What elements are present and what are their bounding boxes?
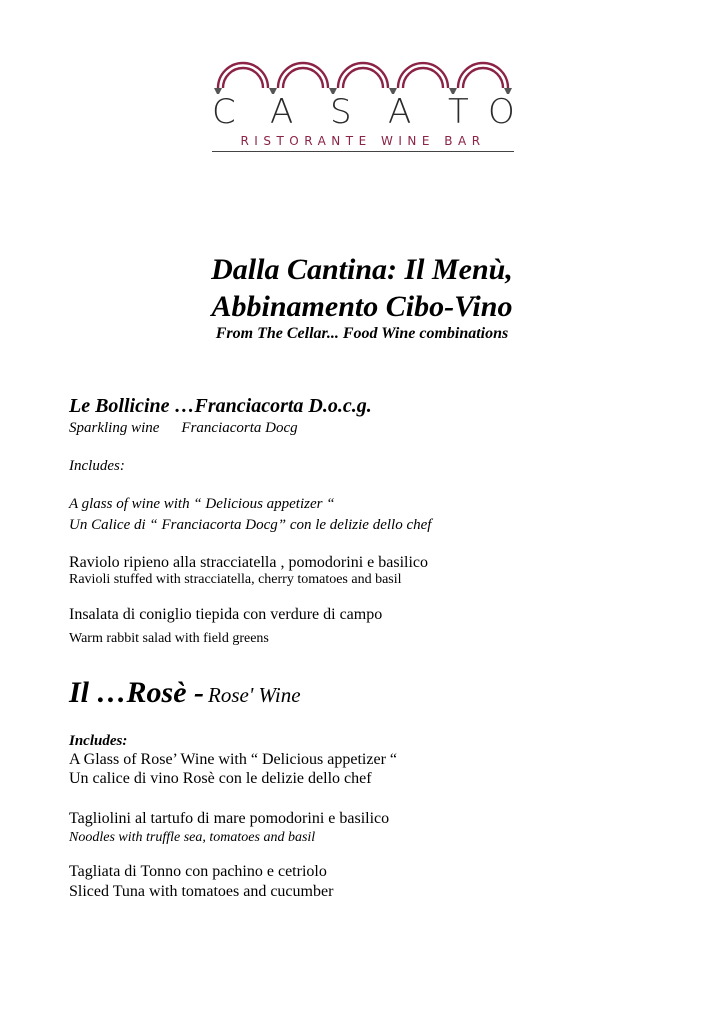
logo-letter: T [448,92,469,132]
dish-it: Insalata di coniglio tiepida con verdure di campo [69,606,383,623]
dish-it: Tagliolini al tartufo di mare pomodorini e basilico [69,810,390,827]
logo-letter: O [488,92,515,132]
logo-letter: S [330,92,352,132]
section-subheading [69,420,298,437]
dish-en: Warm rabbit salad with field greens [69,631,269,646]
dish-en: Ravioli stuffed with stracciatella, cherry tomatoes and basil [69,572,402,587]
dish-en: Sliced Tuna with tomatoes and cucumber [69,883,334,900]
section-heading-bollicine: Le Bollicine …Franciacorta D.o.c.g. [69,395,372,417]
section-heading-rose [69,676,301,710]
includes-label: Includes: [69,458,125,474]
dish-it: Tagliata di Tonno con pachino e cetriolo [69,863,327,880]
dish-it: Raviolo ripieno alla stracciatella , pomodorini e basilico [69,554,428,571]
intro-en: A Glass of Rose’ Wine with “ Delicious appetizer “ [69,751,398,768]
page-subtitle: From The Cellar... Food Wine combinations [215,325,509,342]
page-title-line1: Dalla Cantina: Il Menù, [211,253,513,286]
wine-type-en: Sparkling wine [69,420,160,436]
logo-letter: A [388,92,412,132]
rose-heading: Il …Rosè - [69,676,204,709]
logo-divider [212,151,514,152]
logo-letter: A [270,92,294,132]
logo-letter: C [212,92,236,132]
logo-wordmark [212,92,514,136]
dish-en: Noodles with truffle sea, tomatoes and basil [69,830,316,845]
logo-tagline: RISTORANTE WINE BAR [240,134,486,148]
intro-it: Un calice di vino Rosè con le delizie dello chef [69,770,372,787]
wine-type-it: Franciacorta Docg [181,420,298,436]
page-title-line2: Abbinamento Cibo-Vino [211,290,513,323]
rose-heading-sub: Rose' Wine [208,683,301,707]
intro-it: Un Calice di “ Franciacorta Docg” con le delizie dello chef [69,517,432,533]
intro-en: A glass of wine with “ Delicious appetizer “ [69,496,335,512]
includes-label: Includes: [69,733,128,749]
